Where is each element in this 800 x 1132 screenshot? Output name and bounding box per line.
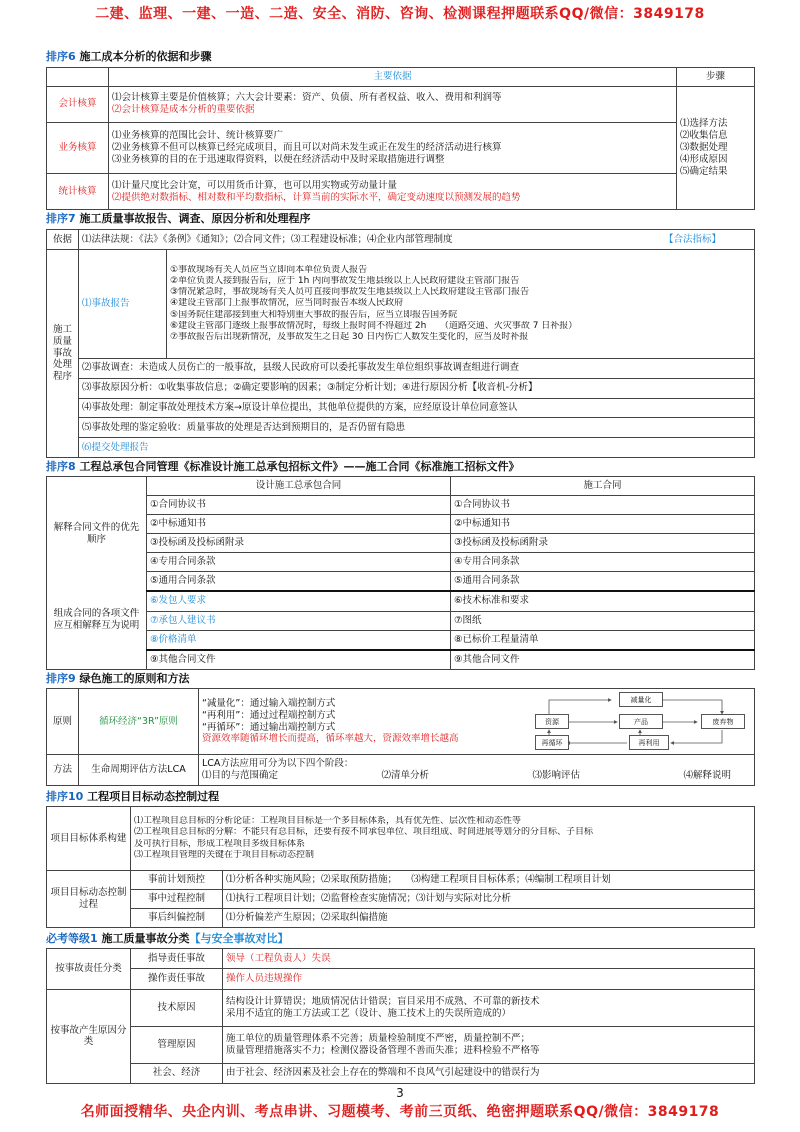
con-doc: ⑧已标价工程量清单 <box>451 630 755 650</box>
basis-text: ⑴法律法规：《法》《条例》《通知》；⑵合同文件；⑶工程建设标准；⑷企业内部管理制度 <box>82 233 453 245</box>
method-stage: ⑵清单分析 <box>381 770 429 781</box>
method-stage: ⑷解释说明 <box>683 770 731 781</box>
diagram-node: 再循环 <box>535 735 569 750</box>
control-phase: 事中过程控制 <box>131 890 223 909</box>
step-item: ⑵收集信息 <box>680 130 728 142</box>
report-line: ②单位负责人接到报告后，应于 1h 内向事故发生地县级以上人民政府建设主管部门报告 <box>170 275 520 286</box>
flow-arrow <box>549 700 611 715</box>
top-banner: 二建、监理、一建、一造、二造、安全、消防、咨询、检测课程押题联系QQ/微信：3849178 <box>95 6 705 22</box>
section-10-title <box>46 790 219 804</box>
method-intro: LCA方法应用可分为以下四个阶段： <box>202 758 354 770</box>
text-line: ⑵业务核算不但可以核算已经完成项目，而且可以对尚未发生或正在发生的经济活动进行核算 <box>112 142 502 154</box>
responsibility-text: 操作人员违规操作 <box>223 969 755 989</box>
cause-type: 技术原因 <box>131 989 223 1026</box>
epc-doc: ①合同协议书 <box>147 496 451 515</box>
epc-doc: ⑦承包人建议书 <box>147 611 451 630</box>
responsibility-type: 指导责任事故 <box>131 949 223 969</box>
control-text: ⑴分析偏差产生原因；⑵采取纠偏措施 <box>223 909 755 928</box>
procedure-step: ⑵事故调查：未造成人员伤亡的一般事故，县级人民政府可以委托事故发生单位组织事故调查组进行调查 <box>79 358 755 378</box>
principle-name: 循环经济“3R”原则 <box>79 689 199 755</box>
control-text: ⑴执行工程项目计划；⑵监督检查实施情况；⑶计划与实际对比分析 <box>223 890 755 909</box>
responsibility-type: 操作责任事故 <box>131 969 223 989</box>
section-9-title <box>46 672 190 686</box>
procedure-step: ⑹提交处理报告 <box>79 438 755 458</box>
cause-line: 由于社会、经济因素及社会上存在的弊端和不良风气引起建设中的错误行为 <box>223 1063 755 1084</box>
epc-doc: ⑨其他合同文件 <box>147 650 451 670</box>
section-title: 施工质量事故分类 <box>101 932 190 945</box>
cost-analysis-table <box>46 67 755 210</box>
principle-line: “再循环”：通过输出端控制方式 <box>202 721 336 733</box>
section-7-title <box>46 212 311 226</box>
col-basis-header: 主要依据 <box>109 68 677 87</box>
row-label: 会计核算 <box>47 87 109 123</box>
con-doc: ③投标函及投标函附录 <box>451 534 755 553</box>
section-11-title <box>46 932 289 946</box>
bottom-banner: 名师面授精华、央企内训、考点串讲、习题模考、考前三页纸、绝密押题联系QQ/微信：3849178 <box>80 1104 720 1120</box>
section-tag: 【与安全事故对比】 <box>189 932 289 945</box>
flow-arrow <box>671 730 722 743</box>
page-number: 3 <box>396 1086 404 1100</box>
col-con-header: 施工合同 <box>451 477 755 496</box>
section-title: 工程项目目标动态控制过程 <box>87 790 220 803</box>
basis-label: 依据 <box>47 230 79 250</box>
procedure-step: ⑷事故处理：制定事故处理技术方案→原设计单位提出，其他单位提供的方案，应经原设计单位同意签认 <box>79 398 755 418</box>
report-line: ①事故现场有关人员应当立即向本单位负责人报告 <box>170 264 368 275</box>
report-line: ⑤国务院住建部接到重大和特别重大事故的报告后，应当立即报告国务院 <box>170 309 458 320</box>
section-title: 工程总承包合同管理《标准设计施工总承包招标文件》——施工合同《标准施工招标文件》 <box>79 460 520 473</box>
text-line: ⑴会计核算主要是价值核算；六大会计要素：资产、负债、所有者权益、收入、费用和利润等 <box>112 92 502 104</box>
epc-doc: ⑥发包人要求 <box>147 591 451 611</box>
text-line: ⑵会计核算是成本分析的重要依据 <box>112 104 255 116</box>
flow-arrow <box>657 700 722 714</box>
principle-line: 资源效率随循环增长而提高，循环率越大，资源效率增长越高 <box>202 733 459 745</box>
text-line: ⑴业务核算的范围比会计、统计核算要广 <box>112 130 284 142</box>
system-line: 及可执行目标，形成工程项目多级目标体系 <box>134 838 306 849</box>
steps-cell <box>677 87 755 210</box>
report-line: ④建设主管部门上报事故情况，应当同时报告本级人民政府 <box>170 298 404 309</box>
section-number: 排序10 <box>46 790 84 803</box>
method-label: 方法 <box>47 755 79 786</box>
section-title: 施工质量事故报告、调查、原因分析和处理程序 <box>79 212 311 225</box>
system-line: ⑴工程项目总目标的分析论证：工程项目目标是一个多目标体系，具有优先性、层次性和动态性等 <box>134 816 522 826</box>
diagram-node: 减量化 <box>619 692 663 707</box>
section-title: 绿色施工的原则和方法 <box>79 672 190 685</box>
procedure-step: ⑸事故处理的鉴定验收：质量事故的处理是否达到预期目的，是否仍留有隐患 <box>79 418 755 438</box>
text-line: ⑴计量尺度比会计宽，可以用货币计算，也可以用实物或劳动量计量 <box>112 179 398 191</box>
section-number: 排序9 <box>46 672 76 685</box>
basis-tag: 【合法指标】 <box>663 233 721 245</box>
epc-doc: ⑤通用合同条款 <box>147 572 451 592</box>
cause-line: 施工单位的质量管理体系不完善；质量检验制度不严密，质量控制不严； <box>226 1032 531 1044</box>
report-line: ③情况紧急时，事故现场有关人员可直接向事故发生地县级以上人民政府建设主管部门报告 <box>170 287 530 298</box>
accident-classification-table <box>46 948 755 1084</box>
epc-doc: ③投标函及投标函附录 <box>147 534 451 553</box>
diagram-node: 废弃物 <box>701 714 745 729</box>
con-doc: ⑤通用合同条款 <box>451 572 755 592</box>
report-line: ⑥建设主管部门逐级上报事故情况时，每级上报时间不得超过 2h （道路交通、火灾事故 7 日补报） <box>170 320 578 331</box>
dynamic-control-table <box>46 806 755 928</box>
green-construction-table <box>46 688 755 786</box>
epc-doc: ④专用合同条款 <box>147 553 451 572</box>
step-item: ⑴选择方法 <box>680 118 728 130</box>
system-line: ⑵工程项目总目标的分解：不能只有总目标，还要有按不同承包单位、项目组成、时间进展等划分的分目标、子目标 <box>134 827 594 838</box>
con-doc: ④专用合同条款 <box>451 553 755 572</box>
principle-line: “减量化”：通过输入端控制方式 <box>202 697 336 709</box>
responsibility-label: 按事故责任分类 <box>47 949 131 990</box>
con-doc: ⑥技术标准和要求 <box>451 591 755 611</box>
con-doc: ①合同协议书 <box>451 496 755 515</box>
cause-line: 采用不适宜的施工方法或工艺（设计、施工技术上的失误所造成的） <box>226 1007 512 1019</box>
text-line: ⑵提供绝对数指标、相对数和平均数指标，计算当前的实际水平，确定变动速度以预测发展的趋势 <box>112 191 521 203</box>
step-item: ⑸确定结果 <box>680 165 728 177</box>
responsibility-text: 领导（工程负责人）失误 <box>223 949 755 969</box>
control-label: 项目目标动态控制过程 <box>47 871 131 928</box>
epc-doc: ②中标通知书 <box>147 515 451 534</box>
system-label: 项目目标体系构建 <box>47 807 131 871</box>
row-label: 统计核算 <box>47 174 109 210</box>
method-stage: ⑴目的与范围确定 <box>202 770 279 781</box>
control-phase: 事后纠偏控制 <box>131 909 223 928</box>
control-phase: 事前计划预控 <box>131 871 223 890</box>
principle-label: 原则 <box>47 689 79 755</box>
section-6-title <box>46 50 212 64</box>
cause-line: 结构设计计算错误；地质情况估计错误；盲目采用不成熟、不可靠的新技术 <box>226 995 540 1007</box>
section-number: 排序7 <box>46 212 76 225</box>
accident-procedure-table <box>46 229 755 458</box>
row-label: 业务核算 <box>47 122 109 174</box>
report-label: ⑴事故报告 <box>79 250 167 359</box>
control-text: ⑴分析各种实施风险；⑵采取预防措施； ⑶构建工程项目目标体系；⑷编制工程项目计划 <box>223 871 755 890</box>
diagram-node: 产品 <box>619 714 663 729</box>
con-doc: ②中标通知书 <box>451 515 755 534</box>
diagram-node: 资源 <box>535 714 569 729</box>
col-steps-header: 步骤 <box>677 68 755 87</box>
section-number: 排序6 <box>46 50 76 63</box>
section-number: 必考等级1 <box>46 932 98 945</box>
text-line: ⑶业务核算的目的在于迅速取得资料，以便在经济活动中及时采取措施进行调整 <box>112 153 445 165</box>
system-line: ⑶工程项目管理的关键在于项目目标动态控制 <box>134 849 315 860</box>
contract-order-table <box>46 476 755 670</box>
con-doc: ⑨其他合同文件 <box>451 650 755 670</box>
method-stage: ⑶影响评估 <box>532 770 580 781</box>
con-doc: ⑦图纸 <box>451 611 755 630</box>
cause-line: 质量管理措施落实不力；检测仪器设备管理不善而失准；进料检验不严格等 <box>226 1044 540 1056</box>
section-title: 施工成本分析的依据和步骤 <box>79 50 212 63</box>
epc-doc: ⑧价格清单 <box>147 630 451 650</box>
step-item: ⑷形成原因 <box>680 153 728 165</box>
section-number: 排序8 <box>46 460 76 473</box>
procedure-step: ⑶事故原因分析：①收集事故信息；②确定要影响的因素；③制定分析计划；④进行原因分析【收音机-分析】 <box>79 378 755 398</box>
cause-label: 按事故产生原因分类 <box>47 989 131 1083</box>
section-8-title <box>46 460 520 474</box>
report-line: ⑦事故报告后出现新情况，及事故发生之日起 30 日内伤亡人数发生变化的，应当及时补报 <box>170 332 529 343</box>
col-epc-header: 设计施工总承包合同 <box>147 477 451 496</box>
interpret-label: 组成合同的各项文件应互相解释互为说明 <box>47 572 147 670</box>
cause-type: 社会、经济 <box>131 1063 223 1084</box>
priority-label: 解释合同文件的优先顺序 <box>47 496 147 572</box>
procedure-label: 施工质量事故处理程序 <box>47 250 79 458</box>
diagram-node: 再利用 <box>629 735 669 750</box>
step-item: ⑶数据处理 <box>680 142 728 154</box>
principle-line: “再利用”：通过过程端控制方式 <box>202 709 336 721</box>
method-name: 生命周期评估方法LCA <box>79 755 199 786</box>
cause-type: 管理原因 <box>131 1026 223 1063</box>
